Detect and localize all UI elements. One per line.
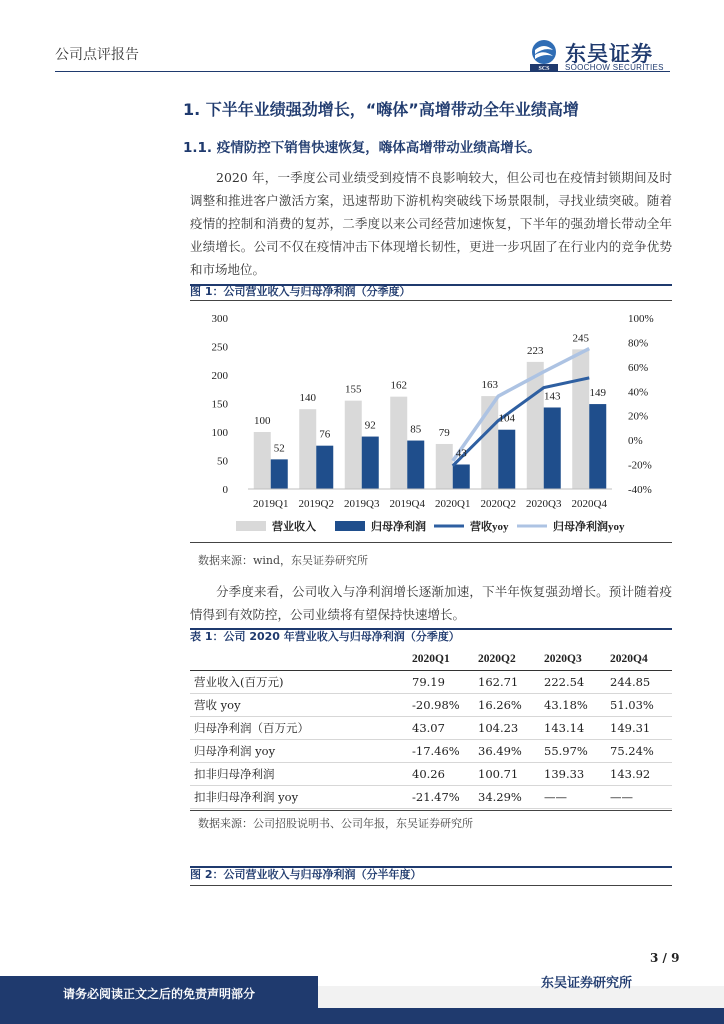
- profit-data-label: 149: [589, 387, 606, 400]
- table-cell: 143.92: [606, 763, 672, 786]
- table-row: [190, 694, 672, 717]
- footer-disclaimer: 请务必阅读正文之后的免责声明部分: [63, 987, 256, 1001]
- table-row: [190, 740, 672, 763]
- x-tick-label: 2020Q1: [435, 498, 471, 510]
- profit-data-label: 104: [498, 412, 515, 425]
- body-paragraph-2: 分季度来看，公司收入与净利润增长逐渐加速，下半年恢复强劲增长。预计随着疫情得到有效防控，公司业绩将有望保持快速增长。: [190, 584, 672, 622]
- y2-tick-label: 60%: [628, 361, 649, 374]
- table-cell: -17.46%: [408, 740, 474, 763]
- table-row: [190, 786, 672, 809]
- profit-data-label: 52: [273, 442, 285, 455]
- table-row-label: 归母净利润 yoy: [190, 740, 408, 763]
- revenue-data-label: 162: [390, 379, 407, 392]
- section-heading: 1. 下半年业绩强劲增长，“嗨体”高增带动全年业绩高增: [183, 100, 579, 119]
- table1-wrapper: [190, 648, 672, 809]
- table-row: [190, 717, 672, 740]
- y2-tick-label: 0%: [628, 435, 643, 448]
- table-header-cell: 2020Q2: [474, 648, 540, 671]
- legend-label: 归母净利润yoy: [553, 521, 625, 533]
- table-cell: 244.85: [606, 671, 672, 694]
- y2-tick-label: -20%: [628, 459, 652, 472]
- y2-tick-label: -40%: [628, 484, 652, 496]
- profit-bar: [498, 430, 515, 489]
- table1: [190, 648, 672, 809]
- profit-bar: [453, 464, 470, 489]
- figure1-title: 图 1：公司营业收入与归母净利润（分季度）: [190, 285, 411, 298]
- logo-mark-icon: [527, 38, 561, 72]
- x-tick-label: 2019Q1: [253, 498, 289, 510]
- legend-swatch: [236, 521, 266, 531]
- table-header-blank: [190, 648, 408, 671]
- profit-bar: [589, 404, 606, 489]
- table-row: [190, 671, 672, 694]
- table-cell: 55.97%: [540, 740, 606, 763]
- figure2-title-rule: [190, 885, 672, 886]
- footer-dark-strip: [0, 1008, 724, 1024]
- table-cell: 79.19: [408, 671, 474, 694]
- table-cell: 100.71: [474, 763, 540, 786]
- table-cell: 43.07: [408, 717, 474, 740]
- y-tick-label: 300: [211, 313, 228, 325]
- table-cell: 75.24%: [606, 740, 672, 763]
- table-header-row: [190, 648, 672, 671]
- table-cell: 143.14: [540, 717, 606, 740]
- x-tick-label: 2019Q2: [298, 498, 334, 510]
- x-tick-label: 2019Q3: [344, 498, 380, 510]
- revenue-bar: [572, 349, 589, 489]
- table-cell: -20.98%: [408, 694, 474, 717]
- profit-data-label: 85: [410, 423, 422, 436]
- table-header-cell: 2020Q4: [606, 648, 672, 671]
- profit-data-label: 43: [455, 447, 467, 460]
- figure1-bottom-rule: [190, 542, 672, 543]
- table-row: [190, 763, 672, 786]
- y-tick-label: 150: [211, 398, 228, 411]
- profit-bar: [544, 407, 561, 489]
- table-cell: ——: [606, 786, 672, 809]
- y2-tick-label: 40%: [628, 386, 649, 399]
- revenue-data-label: 223: [527, 344, 544, 357]
- y2-tick-label: 80%: [628, 337, 649, 350]
- legend-swatch: [335, 521, 365, 531]
- company-logo: [527, 38, 677, 72]
- revenue-yoy-line: [453, 378, 590, 466]
- y-tick-label: 0: [222, 484, 228, 496]
- report-type-label: 公司点评报告: [55, 47, 139, 63]
- profit-data-label: 76: [319, 428, 331, 441]
- table-cell: -21.47%: [408, 786, 474, 809]
- x-tick-label: 2019Q4: [389, 498, 425, 510]
- table1-bottom-rule: [190, 810, 672, 811]
- profit-data-label: 92: [364, 419, 376, 432]
- table-header-cell: 2020Q3: [540, 648, 606, 671]
- table-row-label: 营收 yoy: [190, 694, 408, 717]
- svg-text:SCS: SCS: [538, 66, 550, 72]
- y2-tick-label: 100%: [628, 313, 654, 325]
- table-cell: 43.18%: [540, 694, 606, 717]
- table-row-label: 营业收入(百万元): [190, 671, 408, 694]
- logo-en-text: SOOCHOW SECURITIES: [565, 63, 664, 72]
- revenue-data-label: 100: [254, 415, 271, 427]
- figure1-source: 数据来源：wind，东吴证券研究所: [198, 554, 369, 567]
- revenue-bar: [254, 432, 271, 489]
- subsection-heading: 1.1. 疫情防控下销售快速恢复，嗨体高增带动业绩高增长。: [183, 140, 541, 156]
- figure1-title-rule: [190, 300, 672, 301]
- body-paragraph-1: 2020 年，一季度公司业绩受到疫情不良影响较大，但公司也在疫情封锁期间及时调整和推进客户激活方案，迅速帮助下游机构突破线下场景限制，寻找业绩突破。随着疫情的控制和消费的复苏，二季度以来公司经营加速恢复，下半年的强劲增长带动全年业绩增长。公司不仅在疫情冲击下体现增长韧性，更进一步巩固了在行业内的竞争优势和市场地位。: [190, 170, 672, 277]
- profit-bar: [407, 441, 424, 489]
- table-cell: 51.03%: [606, 694, 672, 717]
- table-cell: 36.49%: [474, 740, 540, 763]
- profit-bar: [271, 459, 288, 489]
- figure1-chart: [190, 305, 672, 540]
- table-cell: 104.23: [474, 717, 540, 740]
- revenue-bar: [345, 401, 362, 489]
- legend-label: 营业收入: [272, 521, 316, 533]
- y2-tick-label: 20%: [628, 410, 649, 423]
- revenue-bar: [299, 409, 316, 489]
- revenue-bar: [436, 444, 453, 489]
- revenue-data-label: 155: [345, 383, 362, 396]
- figure2-title: 图 2：公司营业收入与归母净利润（分半年度）: [190, 868, 422, 881]
- x-tick-label: 2020Q4: [571, 498, 607, 510]
- x-tick-label: 2020Q2: [480, 498, 516, 510]
- profit-bar: [362, 437, 379, 489]
- revenue-data-label: 163: [481, 379, 498, 392]
- x-tick-label: 2020Q3: [526, 498, 562, 510]
- y-tick-label: 200: [211, 370, 228, 382]
- table-cell: 222.54: [540, 671, 606, 694]
- profit-data-label: 143: [544, 390, 561, 403]
- table-cell: 34.29%: [474, 786, 540, 809]
- table1-title: 表 1：公司 2020 年营业收入与归母净利润（分季度）: [190, 630, 460, 643]
- table-header-cell: 2020Q1: [408, 648, 474, 671]
- table1-source: 数据来源：公司招股说明书、公司年报，东吴证券研究所: [198, 817, 473, 830]
- table-cell: ——: [540, 786, 606, 809]
- revenue-bar: [390, 397, 407, 489]
- y-tick-label: 50: [217, 455, 228, 468]
- legend-label: 归母净利润: [371, 521, 426, 533]
- logo-cn-text: 东吴证券: [565, 42, 653, 66]
- page-number: 3 / 9: [650, 951, 680, 965]
- table-cell: 162.71: [474, 671, 540, 694]
- legend-label: 营收yoy: [470, 521, 509, 533]
- revenue-data-label: 79: [438, 426, 450, 439]
- revenue-data-label: 140: [299, 392, 316, 405]
- footer-institute: 东吴证券研究所: [541, 976, 633, 991]
- table-cell: 139.33: [540, 763, 606, 786]
- revenue-data-label: 245: [572, 332, 589, 345]
- y-tick-label: 250: [211, 341, 228, 354]
- profit-bar: [316, 446, 333, 489]
- table-cell: 149.31: [606, 717, 672, 740]
- table-row-label: 扣非归母净利润 yoy: [190, 786, 408, 809]
- table-cell: 40.26: [408, 763, 474, 786]
- table-cell: 16.26%: [474, 694, 540, 717]
- table-row-label: 归母净利润（百万元）: [190, 717, 408, 740]
- table-row-label: 扣非归母净利润: [190, 763, 408, 786]
- y-tick-label: 100: [211, 427, 228, 439]
